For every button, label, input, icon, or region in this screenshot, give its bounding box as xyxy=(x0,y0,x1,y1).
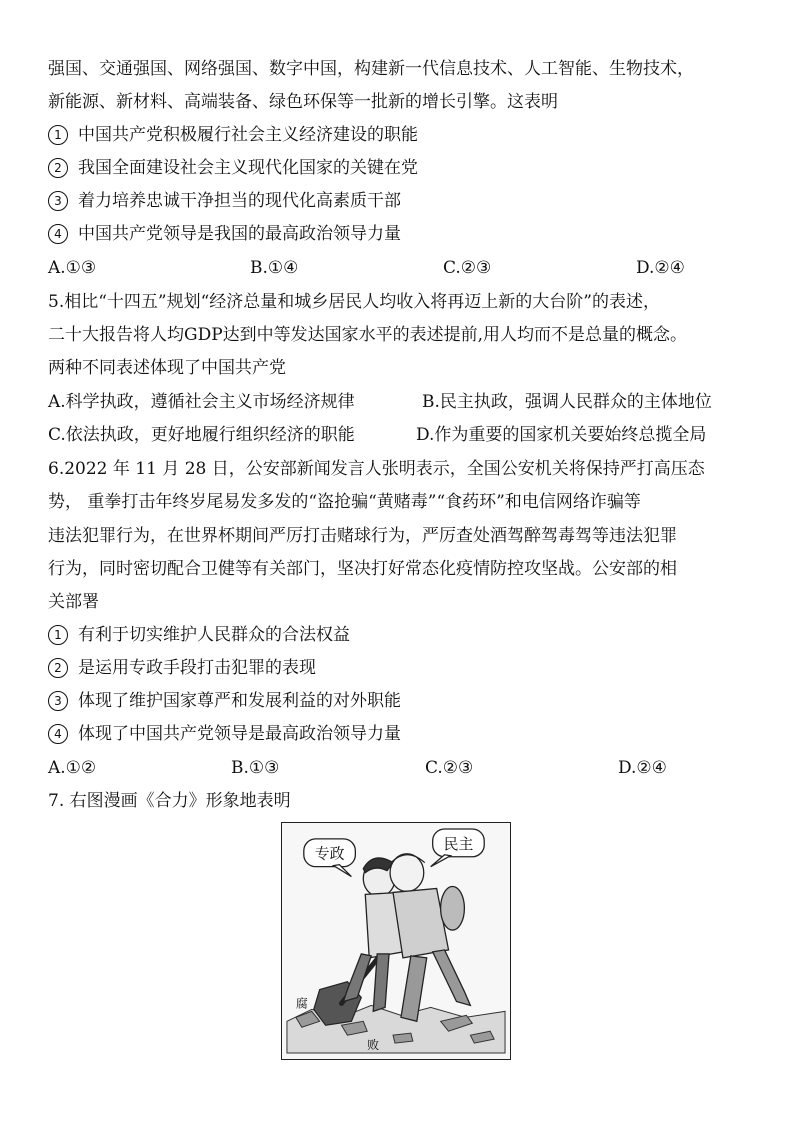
item-text: 我国全面建设社会主义现代化国家的关键在党 xyxy=(78,158,418,178)
q6-stem-line-1: 6.2022 年 11 月 28 日，公安部新闻发言人张明表示，全国公安机关将保持严打高压态 xyxy=(48,459,705,479)
item-text: 体现了维护国家尊严和发展利益的对外职能 xyxy=(78,691,401,711)
q5-option-b: B.民主执政，强调人民群众的主体地位 xyxy=(422,392,712,412)
q6-stem-line-2: 势， 重拳打击年终岁尾易发多发的“盗抢骗“黄赌毒”“食药环”和电信网络诈骗等 xyxy=(48,492,641,512)
q5-options-row-1 xyxy=(48,391,768,413)
q4-item-4 xyxy=(48,223,754,245)
item-text: 中国共产党积极履行社会主义经济建设的职能 xyxy=(78,125,418,145)
item-text: 体现了中国共产党领导是最高政治领导力量 xyxy=(78,724,401,744)
q6-stem-line-5: 关部署 xyxy=(48,592,99,612)
q5-option-c: C.依法执政，更好地履行组织经济的职能 xyxy=(48,425,355,445)
q4-item-3 xyxy=(48,190,754,212)
q6-item-2 xyxy=(48,657,754,679)
hel-cartoon-image xyxy=(281,822,511,1060)
q6-item-1 xyxy=(48,624,754,646)
q6-stem-line-3: 违法犯罪行为，在世界杯期间严厉打击赌球行为，严厉查处酒驾醉驾毒驾等违法犯罪 xyxy=(48,526,677,546)
q4-item-1 xyxy=(48,124,754,146)
q4-option-c: C.②③ xyxy=(443,258,492,278)
q5-options-row-2 xyxy=(48,424,768,446)
item-text: 有利于切实维护人民群众的合法权益 xyxy=(78,625,350,645)
q4-option-b: B.①④ xyxy=(250,258,299,278)
circled-number: 4 xyxy=(48,724,68,744)
item-text: 是运用专政手段打击犯罪的表现 xyxy=(78,658,316,678)
q7-stem: 7. 右图漫画《合力》形象地表明 xyxy=(48,791,291,811)
q5-option-a: A.科学执政，遵循社会主义市场经济规律 xyxy=(48,392,355,412)
q5-stem-line-1: 5.相比“十四五”规划“经济总量和城乡居民人均收入将再迈上新的大台阶”的表述， xyxy=(48,292,660,312)
q5-option-d: D.作为重要的国家机关要始终总揽全局 xyxy=(416,425,707,445)
q4-options xyxy=(48,257,768,279)
item-text: 中国共产党领导是我国的最高政治领导力量 xyxy=(78,224,401,244)
bubble-left-text: 专政 xyxy=(314,844,345,863)
label-bai: 败 xyxy=(367,1038,380,1053)
item-text: 着力培养忠诚干净担当的现代化高素质干部 xyxy=(78,191,401,211)
bubble-right-text: 民主 xyxy=(443,834,474,853)
q4-option-a: A.①③ xyxy=(48,258,97,278)
q6-option-a: A.①② xyxy=(48,758,97,778)
q6-options xyxy=(48,757,768,779)
intro-line-2: 新能源、新材料、高端装备、绿色环保等一批新的增长引擎。这表明 xyxy=(48,92,558,112)
q5-stem-line-3: 两种不同表述体现了中国共产党 xyxy=(48,358,286,378)
q6-option-d: D.②④ xyxy=(618,758,667,778)
q6-option-b: B.①③ xyxy=(231,758,280,778)
circled-number: 4 xyxy=(48,224,68,244)
q4-item-2 xyxy=(48,157,754,179)
q6-item-3 xyxy=(48,690,754,712)
q5-stem-line-2: 二十大报告将人均GDP达到中等发达国家水平的表述提前,用人均而不是总量的概念。 xyxy=(48,325,688,345)
label-fu: 腐 xyxy=(295,996,308,1011)
circled-number: 2 xyxy=(48,158,68,178)
intro-line-1: 强国、交通强国、网络强国、数字中国，构建新一代信息技术、人工智能、生物技术， xyxy=(48,59,694,79)
q6-option-c: C.②③ xyxy=(425,758,474,778)
circled-number: 3 xyxy=(48,191,68,211)
circled-number: 1 xyxy=(48,625,68,645)
q6-stem-line-4: 行为，同时密切配合卫健等有关部门，坚决打好常态化疫情防控攻坚战。公安部的相 xyxy=(48,559,677,579)
q6-item-4 xyxy=(48,723,754,745)
circled-number: 1 xyxy=(48,125,68,145)
circled-number: 3 xyxy=(48,691,68,711)
figure-right xyxy=(390,854,470,1022)
q4-option-d: D.②④ xyxy=(636,258,685,278)
circled-number: 2 xyxy=(48,658,68,678)
